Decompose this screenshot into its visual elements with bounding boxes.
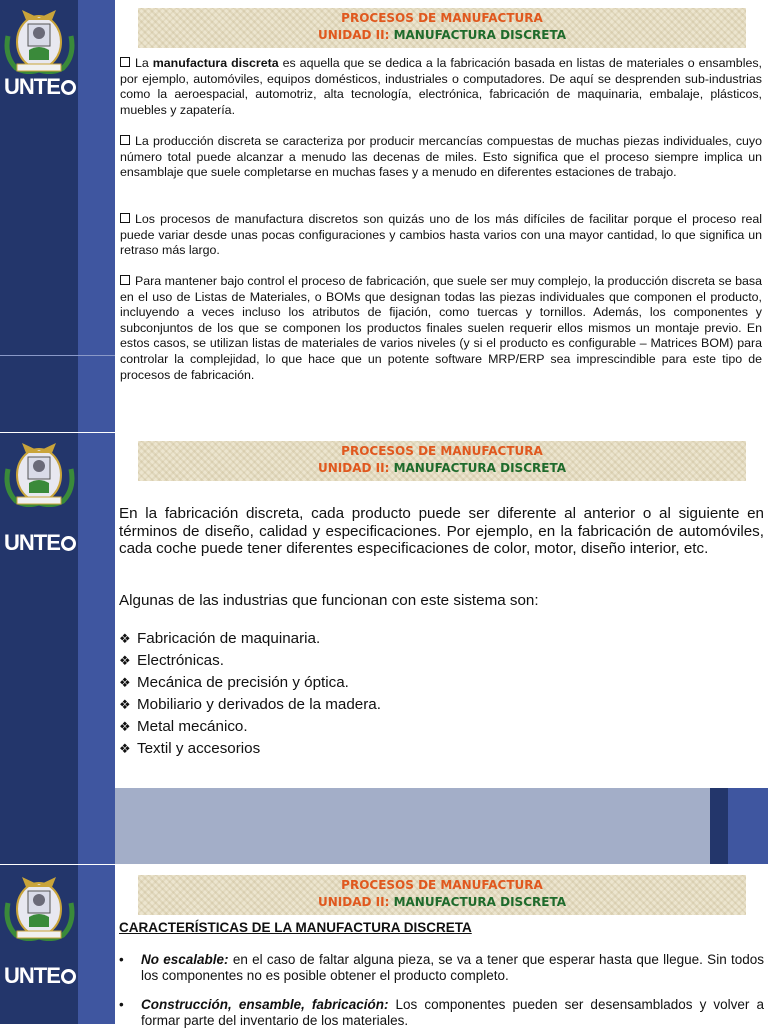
slide-header-banner <box>138 441 746 481</box>
paragraph-2: La producción discreta se caracteriza por producir mercancías compuestas de muchas piezas individuales, cuyo número total puede alcanzar a menudo las decenas de miles. Esto significa que el proceso siempre implica un ensamblaje que suele completarse en muchas fases y a menudo en diferentes estaciones de trabajo. <box>120 134 762 180</box>
paragraph-3: Los procesos de manufactura discretos son quizás uno de los más difíciles de facilitar porque el proceso real puede variar desde unas pocas configuraciones y cambios hasta varios con una mayor cantidad, lo que significa un retraso más largo. <box>120 212 762 258</box>
checkbox-bullet-icon <box>120 213 130 223</box>
bullet-dot-icon: • <box>119 997 124 1012</box>
industries-list <box>119 628 381 760</box>
slide-2 <box>0 433 768 788</box>
paragraph-1: La manufactura discreta es aquella que se dedica a la fabricación basada en listas de materiales o ensambles, por ejemplo, automóviles, equipos domésticos, industriales o computadores. De aquí se desprenden sub-industrias como la aeroespacial, automotriz, alta tecnología, electrónica, fabricación de maquinaria, embalaje, plásticos, muebles y zapatería. <box>120 56 762 117</box>
diamond-bullet-icon: ❖ <box>119 675 131 690</box>
list-item: ❖ Mobiliario y derivados de la madera. <box>119 694 381 716</box>
characteristic-item-1: • No escalable: en el caso de faltar alguna pieza, se va a tener que esperar hasta que llegue. Sin todos los componentes no es posible obtener el producto completo. <box>119 952 764 983</box>
slide-sidebar <box>0 433 115 788</box>
diamond-bullet-icon: ❖ <box>119 697 131 712</box>
list-item: ❖ Mecánica de precisión y óptica. <box>119 672 381 694</box>
diamond-bullet-icon: ❖ <box>119 653 131 668</box>
intro-paragraph: En la fabricación discreta, cada producto puede ser diferente al anterior o al siguiente en términos de diseño, calidad y especificaciones. Por ejemplo, en la fabricación de automóviles, cada coche puede tener diferentes especificaciones de color, motor, diseño interior, etc. <box>119 505 764 558</box>
checkbox-bullet-icon <box>120 275 130 285</box>
paragraph-4: Para mantener bajo control el proceso de fabricación, que suele ser muy complejo, la producción discreta se basa en el uso de Listas de Materiales, o BOMs que designan todas las piezas individuales que componen el producto, incluyendo a veces incluso los atributos de fijación, como tuercas y tornillos. Además, los componentes y subconjuntos de los que se componen los productos finales suelen requerir ellos mismos un montaje previo. En estos casos, se utilizan listas de materiales de varios niveles (y si el producto es configurable – Matrices BOM) para controlar la complejidad, lo que hace que un potente software MRP/ERP sea imprescindible para este tipo de procesos de fabricación. <box>120 274 762 382</box>
header-unit: UNIDAD II: <box>318 28 390 42</box>
university-crest-icon <box>2 6 77 74</box>
bold-term: manufactura discreta <box>152 56 279 70</box>
header-title: PROCESOS DE MANUFACTURA <box>341 444 543 458</box>
header-title: PROCESOS DE MANUFACTURA <box>341 11 543 25</box>
diamond-bullet-icon: ❖ <box>119 719 131 734</box>
header-title: PROCESOS DE MANUFACTURA <box>341 878 543 892</box>
section-heading: CARACTERÍSTICAS DE LA MANUFACTURA DISCRETA <box>119 920 472 935</box>
slide-sidebar <box>0 865 115 1024</box>
checkbox-bullet-icon <box>120 57 130 67</box>
list-item: ❖ Textil y accesorios <box>119 738 381 760</box>
bullet-dot-icon: • <box>119 952 124 967</box>
header-topic: MANUFACTURA DISCRETA <box>393 461 566 475</box>
checkbox-bullet-icon <box>120 135 130 145</box>
logo-text: UNTE <box>4 963 76 989</box>
slide-header-banner <box>138 875 746 915</box>
list-item: ❖ Metal mecánico. <box>119 716 381 738</box>
header-topic: MANUFACTURA DISCRETA <box>393 895 566 909</box>
industries-intro: Algunas de las industrias que funcionan con este sistema son: <box>119 592 539 609</box>
logo-text: UNTE <box>4 530 76 556</box>
list-item: ❖ Electrónicas. <box>119 650 381 672</box>
logo-text: UNTE <box>4 74 76 100</box>
characteristic-item-2: • Construcción, ensamble, fabricación: Los componentes pueden ser desensamblados y volver a formar parte del inventario de los materiales. <box>119 997 764 1028</box>
diamond-bullet-icon: ❖ <box>119 631 131 646</box>
header-unit: UNIDAD II: <box>318 461 390 475</box>
slide-separator <box>0 788 768 864</box>
header-topic: MANUFACTURA DISCRETA <box>393 28 566 42</box>
university-crest-icon <box>2 439 77 507</box>
slide-header-banner <box>138 8 746 48</box>
slide-sidebar <box>0 0 115 432</box>
diamond-bullet-icon: ❖ <box>119 741 131 756</box>
university-crest-icon <box>2 873 77 941</box>
header-unit: UNIDAD II: <box>318 895 390 909</box>
list-item: ❖ Fabricación de maquinaria. <box>119 628 381 650</box>
slide-1 <box>0 0 768 432</box>
